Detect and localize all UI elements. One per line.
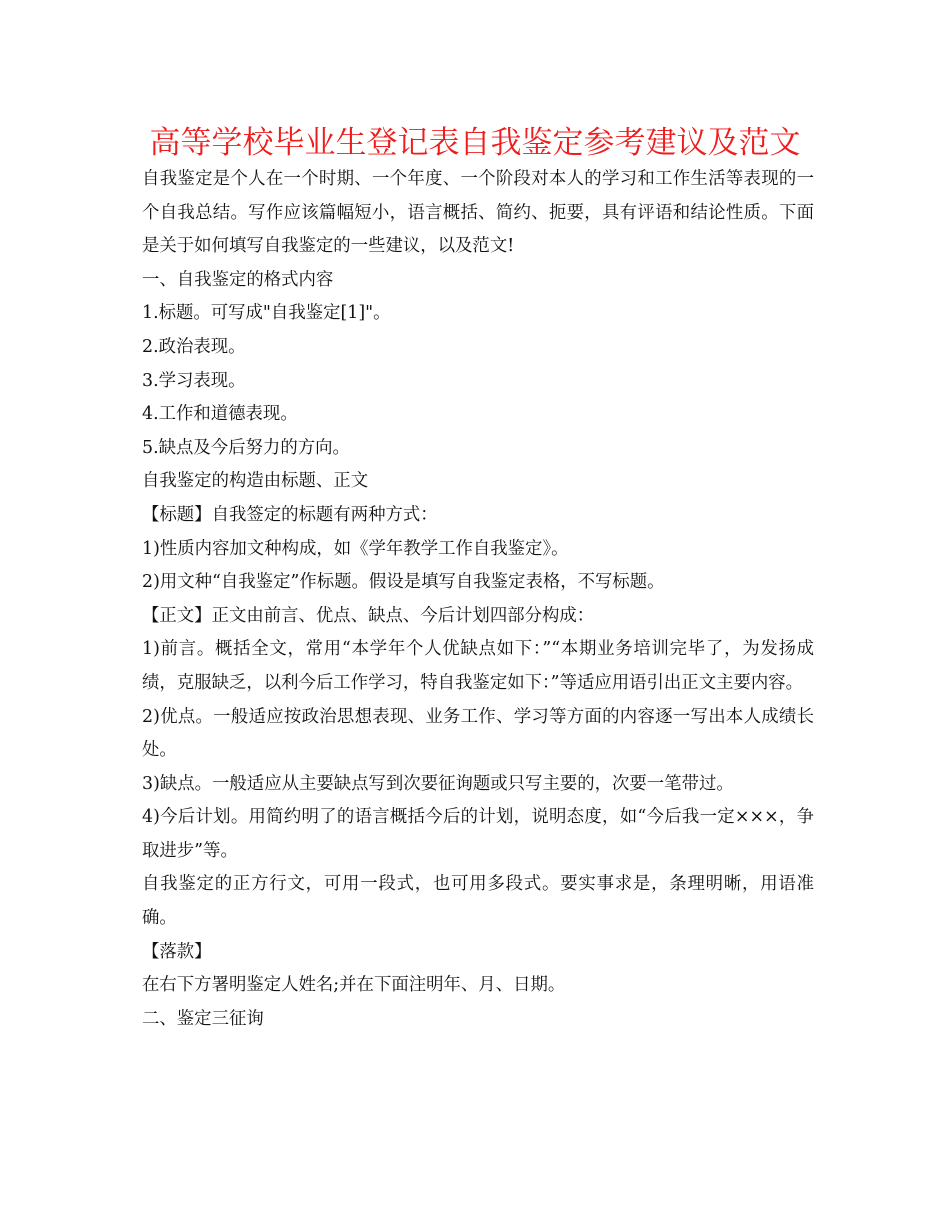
list-item: 5.缺点及今后努力的方向。 (142, 437, 350, 458)
document-title: 高等学校毕业生登记表自我鉴定参考建议及范文 (149, 125, 801, 161)
body-section-heading: 【正文】正文由前言、优点、缺点、今后计划四部分构成： (142, 605, 595, 626)
structure-paragraph: 自我鉴定的构造由标题、正文 (142, 471, 369, 492)
list-item: 4.工作和道德表现。 (142, 404, 298, 425)
document-body (142, 163, 814, 1036)
list-item: 1)前言。概括全文，常用“本学年个人优缺点如下：”“本期业务培训完毕了，为发扬成绩，克服缺乏，以利今后工作学习，特自我鉴定如下：”等适应用语引出正文主要内容。 (142, 639, 814, 693)
list-item: 2.政治表现。 (142, 336, 246, 357)
list-item: 3)缺点。一般适应从主要缺点写到次要征询题或只写主要的，次要一笔带过。 (142, 773, 734, 794)
list-item: 3.学习表现。 (142, 370, 246, 391)
section-heading-format: 一、自我鉴定的格式内容 (142, 269, 334, 290)
list-item: 1)性质内容加文种构成，如《学年教学工作自我鉴定》。 (142, 538, 569, 559)
list-item: 4)今后计划。用简约明了的语言概括今后的计划，说明态度，如“今后我一定×××，争取进步”等。 (142, 807, 814, 861)
list-item: 2)优点。一般适应按政治思想表现、业务工作、学习等方面的内容逐一写出本人成绩长处。 (142, 706, 814, 761)
list-item: 1.标题。可写成"自我鉴定[1]"。 (142, 303, 391, 324)
style-paragraph: 自我鉴定的正方行文，可用一段式，也可用多段式。要实事求是，条理明晰，用语准确。 (142, 874, 814, 929)
section-heading-tips: 二、鉴定三征询 (142, 1008, 264, 1029)
signature-paragraph: 在右下方署明鉴定人姓名;并在下面注明年、月、日期。 (142, 975, 566, 996)
list-item: 2)用文种“自我鉴定”作标题。假设是填写自我鉴定表格，不写标题。 (142, 572, 665, 593)
intro-paragraph: 自我鉴定是个人在一个时期、一个年度、一个阶段对本人的学习和工作生活等表现的一个自我总结。写作应该篇幅短小，语言概括、简约、扼要，具有评语和结论性质。下面是关于如何填写自我鉴定的一些建议，以及范文! (142, 169, 814, 257)
signature-section-heading: 【落款】 (142, 941, 212, 962)
title-section-heading: 【标题】自我签定的标题有两种方式： (142, 504, 438, 525)
